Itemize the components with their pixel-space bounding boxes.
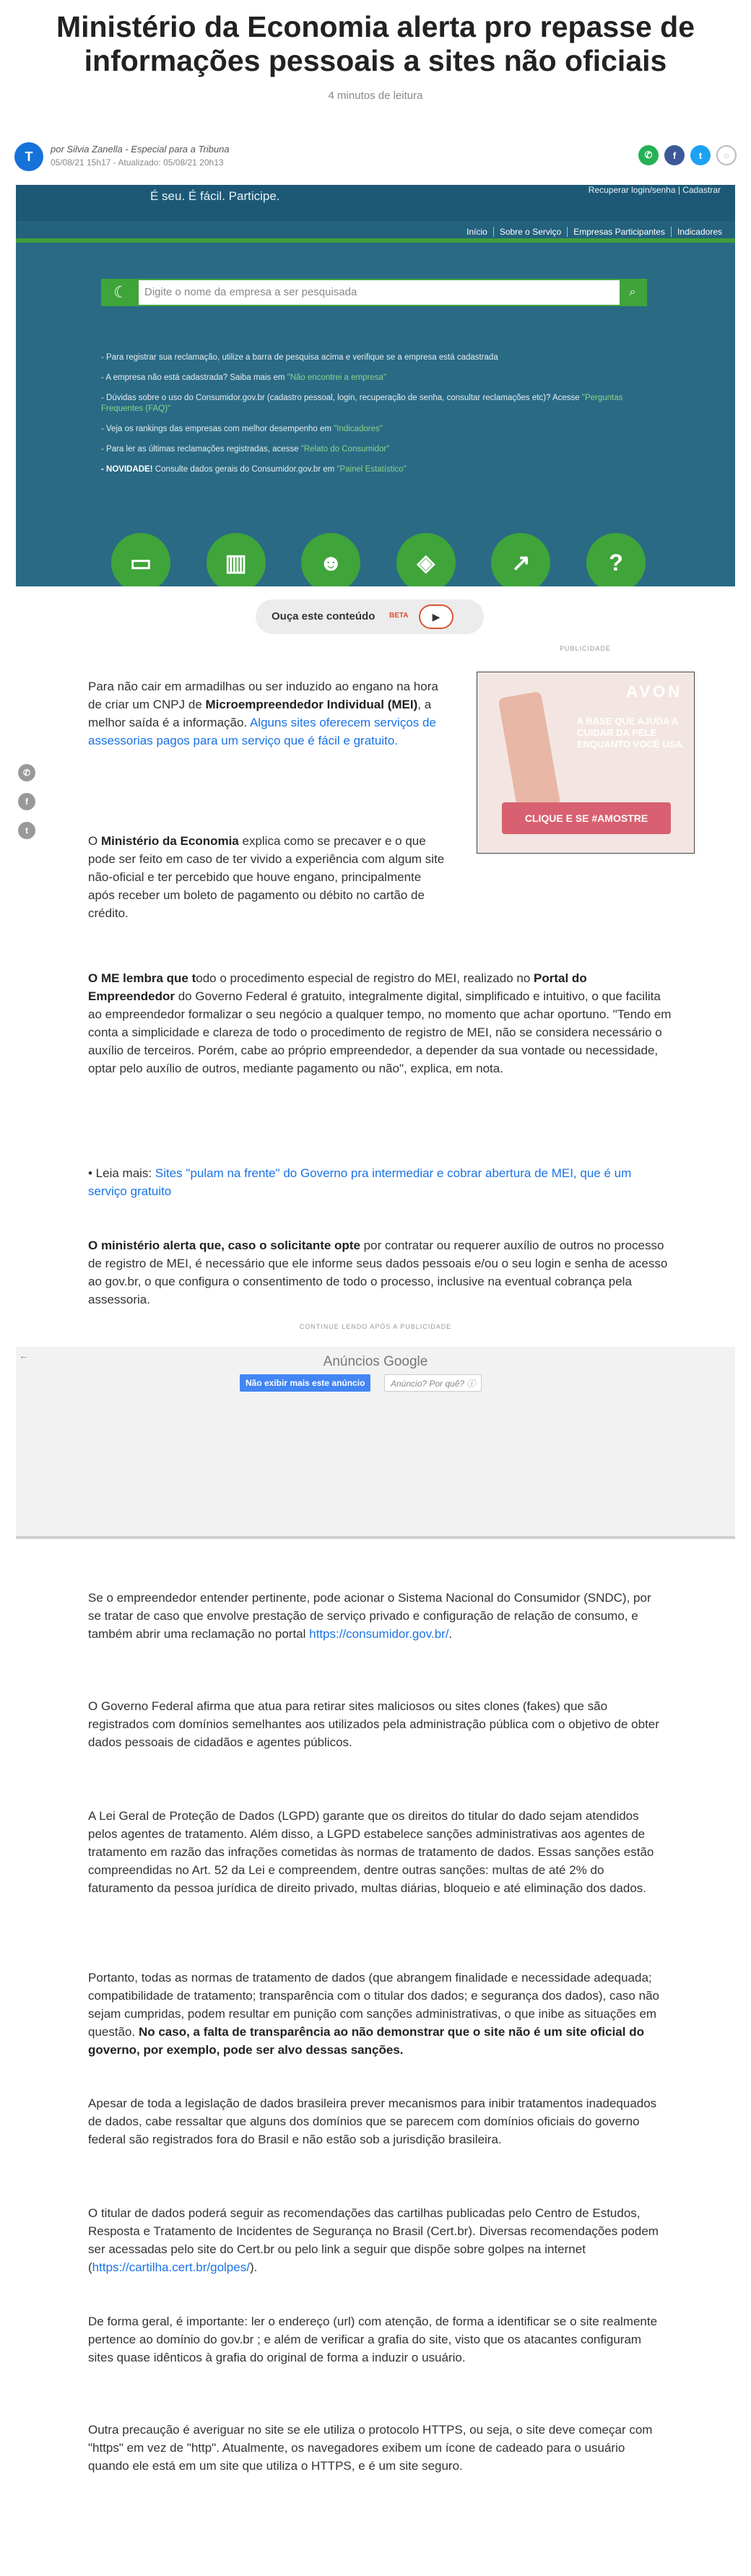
google-ads-title: Anúncios Google	[323, 1354, 428, 1369]
ad-copy: A BASE QUE AJUDA A CUIDAR DA PELE ENQUANTO VOCÊ USA.	[577, 716, 685, 750]
hero-info-item: - Para ler as últimas reclamações registradas, acesse "Relato do Consumidor"	[101, 445, 390, 454]
byline	[14, 136, 737, 180]
whatsapp-icon[interactable]: ✆	[638, 145, 659, 165]
google-ads	[16, 1347, 735, 1539]
audio-player[interactable]	[256, 599, 484, 634]
twitter-icon[interactable]: t	[18, 822, 35, 839]
hero-info-item: - A empresa não está cadastrada? Saiba mais em "Não encontrei a empresa"	[101, 373, 386, 382]
hero-info-item: - NOVIDADE! Consulte dados gerais do Consumidor.gov.br em "Painel Estatístico"	[101, 465, 407, 474]
ads-divider	[16, 1536, 735, 1539]
question-icon: ?	[586, 533, 646, 586]
hero-info-item: - Para registrar sua reclamação, utilize a barra de pesquisa acima e verifique se a empresa está cadastrada	[101, 353, 498, 362]
stop-ad-button[interactable]: Não exibir mais este anúncio	[240, 1374, 370, 1392]
article-paragraph: O ministério alerta que, caso o solicitante opte por contratar ou requerer auxílio de outros no processo de registro de MEI, é necessário que ele informe seus dados pessoais e/ou o seu login e senha de acesso ao gov.br, o que configura o consentimento de todo o processo, inclusive na eventual cobrança pela assessoria.	[88, 1239, 668, 1306]
author: por Silvia Zanella - Especial para a Tribuna	[51, 144, 230, 155]
hero-image	[16, 185, 735, 586]
share-bar	[638, 145, 737, 165]
article-link[interactable]: Sites "pulam na frente" do Governo pra intermediar e cobrar abertura de MEI, que é um serviço gratuito	[88, 1166, 632, 1198]
monitor-icon: ▭	[111, 533, 170, 586]
publisher-logo: T	[14, 142, 43, 171]
hero-icon-row	[111, 533, 646, 586]
article-paragraph: O Governo Federal afirma que atua para retirar sites maliciosos ou sites clones (fakes) que são registrados com domínios semelhantes aos utilizados pela administração pública com o objetivo de obter dados pessoais de cidadãos e agentes públicos.	[88, 1699, 659, 1749]
comment-icon[interactable]: ○	[716, 145, 737, 165]
hero-nav	[16, 221, 735, 243]
search-icon: ⌕	[620, 280, 646, 305]
facebook-icon[interactable]: f	[664, 145, 685, 165]
article-paragraph: Se o empreendedor entender pertinente, pode acionar o Sistema Nacional do Consumidor (SNDC), por se tratar de caso que envolve prestação de serviço privado e configuração de relação de consumo, e também abrir uma reclamação no portal https://consumidor.gov.br/.	[88, 1591, 651, 1641]
hero-search-bar	[101, 279, 647, 306]
article-link[interactable]: Alguns sites oferecem serviços de assessorias pagos para um serviço que é fácil e gratuito.	[88, 716, 436, 747]
ad-label: PUBLICIDADE	[560, 645, 612, 652]
hero-login-links: Recuperar login/senha | Cadastrar	[588, 185, 721, 195]
article-paragraph: A Lei Geral de Proteção de Dados (LGPD) garante que os direitos do titular do dado sejam atendidos pelos agentes de tratamento. Além disso, a LGPD estabelece sanções administrativas aos agentes de tratamento em razão das infrações cometidas às normas de tratamento de dados. Essas sanções estão compreendidas no Art. 52 da Lei e compreendem, dentre outras sanções: multas de até 2% do faturamento da pessoa jurídica de direito privado, multas diárias, bloqueio e até eliminação dos dados.	[88, 1809, 654, 1895]
hero-nav-item: Sobre o Serviço	[493, 227, 567, 237]
hero-nav-item: Indicadores	[671, 227, 728, 237]
hero-nav-item: Início	[466, 227, 487, 237]
article-paragraph: O Ministério da Economia explica como se precaver e o que pode ser feito em caso de ter vivido a experiência com algum site não-oficial e ter percebido que houve engano, principalmente após receber um boleto de pagamento ou débito no cartão de crédito.	[88, 834, 445, 920]
back-icon[interactable]: ←	[19, 1350, 29, 1361]
why-ad-button[interactable]: Anúncio? Por quê? ⓘ	[384, 1374, 482, 1392]
hero-search-placeholder: Digite o nome da empresa a ser pesquisada	[144, 286, 357, 298]
hero-nav-item: Empresas Participantes	[567, 227, 671, 237]
avon-ad[interactable]	[477, 672, 695, 854]
audio-label: Ouça este conteúdo	[272, 610, 376, 623]
twitter-icon[interactable]: t	[690, 145, 711, 165]
whatsapp-icon[interactable]: ✆	[18, 764, 35, 781]
article-link[interactable]: https://cartilha.cert.br/golpes/	[92, 2260, 250, 2274]
article-paragraph: Outra precaução é averiguar no site se ele utiliza o protocolo HTTPS, ou seja, o site deve começar com "https" em vez de "http". Atualmente, os navegadores exibem um ícone de cadeado para o usuário quando ele está em um site que utiliza o HTTPS, e é um site seguro.	[88, 2423, 653, 2473]
article-paragraph: O titular de dados poderá seguir as recomendações das cartilhas publicadas pelo Centro de Estudos, Resposta e Tratamento de Incidentes de Segurança no Brasil (Cert.br). Diversas recomendações podem ser acessadas pelo site do Cert.br ou pelo link a seguir que dispõe sobre golpes na internet (https://cartilha.cert.br/golpes/).	[88, 2206, 659, 2274]
ad-cta-button[interactable]: CLIQUE E SE #AMOSTRE	[502, 802, 671, 834]
buildings-icon: ▥	[207, 533, 266, 586]
people-icon: ☻	[301, 533, 360, 586]
facebook-icon[interactable]: f	[18, 793, 35, 810]
play-icon[interactable]: ▶	[419, 604, 453, 629]
article-paragraph: O ME lembra que todo o procedimento especial de registro do MEI, realizado no Portal do Empreendedor do Governo Federal é gratuito, integralmente digital, simplificado e intuitivo, o que facilita ao empreendedor formalizar o seu negócio a qualquer tempo, no momento que achar oportuno. "Tendo em conta a simplicidade e clareza de todo o procedimento de registro de MEI, não se considera necessário o auxílio de terceiros. Porém, cabe ao próprio empreendedor, a depender da sua vontade ou necessidade, optar pelo auxílio de outros, mediante pagamento ou não", explica, em nota.	[88, 971, 672, 1075]
hero-topbar	[16, 185, 735, 221]
article-paragraph: Apesar de toda a legislação de dados brasileira prever mecanismos para inibir tratamentos inadequados de dados, cabe ressaltar que alguns dos domínios que se parecem com domínios oficiais do governo federal são registrados fora do Brasil e não estão sob a jurisdição brasileira.	[88, 2096, 657, 2146]
ad-brand: AVON	[626, 682, 682, 701]
product-image	[498, 691, 561, 812]
read-time: 4 minutos de leitura	[328, 90, 423, 102]
hero-info-item: - Dúvidas sobre o uso do Consumidor.gov.br (cadastro pessoal, login, recuperação de senha, consultar reclamações etc)? Acesse "Perguntas Frequentes (FAQ)"	[101, 394, 623, 413]
article-paragraph: Para não cair em armadilhas ou ser induzido ao engano na hora de criar um CNPJ de Microempreendedor Individual (MEI), a melhor saída é a informação. Alguns sites oferecem serviços de assessorias pagos para um serviço que é fácil e gratuito.	[88, 680, 438, 747]
consumidor-logo-icon: ☾	[103, 280, 139, 305]
hero-info-item: - Veja os rankings das empresas com melhor desempenho em "Indicadores"	[101, 425, 383, 433]
article-paragraph: • Leia mais: Sites "pulam na frente" do Governo pra intermediar e cobrar abertura de MEI, que é um serviço gratuito	[88, 1166, 632, 1198]
hero-tagline: É seu. É fácil. Participe.	[150, 189, 280, 203]
article-paragraph: De forma geral, é importante: ler o endereço (url) com atenção, de forma a identificar se o site realmente pertence ao domínio do gov.br ; e além de verificar a grafia do site, visto que os atacantes configuram sites quase idênticos à grafia do original de forma a induzir o usuário.	[88, 2315, 658, 2364]
hero-info-list	[101, 352, 650, 485]
continue-label: CONTINUE LENDO APÓS A PUBLICIDADE	[299, 1323, 452, 1330]
article-paragraph: Portanto, todas as normas de tratamento de dados (que abrangem finalidade e necessidade adequada; compatibilidade de tratamento; transparência com o titular dos dados; e segurança dos dados), caso não sejam cumpridas, podem resultar em punição com sanções administrativas, o que inibe as situações em questão. No caso, a falta de transparência ao não demonstrar que o site não é um site oficial do governo, por exemplo, pode ser alvo dessas sanções.	[88, 1971, 659, 2057]
chart-icon: ↗	[491, 533, 550, 586]
article-link[interactable]: https://consumidor.gov.br/	[309, 1627, 449, 1641]
publish-dates: 05/08/21 15h17 - Atualizado: 05/08/21 20h13	[51, 157, 224, 168]
beta-badge: BETA	[389, 612, 409, 620]
page-title: Ministério da Economia alerta pro repasse de informações pessoais a sites não oficiais	[56, 10, 695, 77]
map-icon: ◈	[396, 533, 456, 586]
